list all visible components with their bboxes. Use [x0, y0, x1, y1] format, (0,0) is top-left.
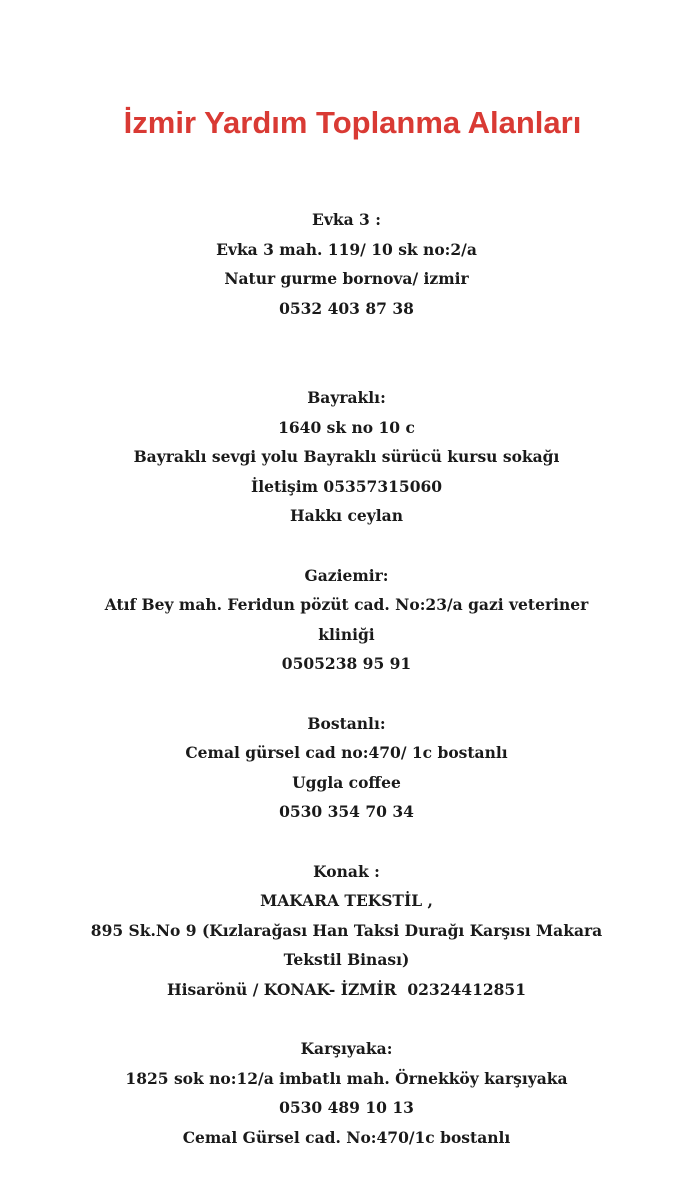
location-heading: Gaziemir: [304, 565, 389, 585]
location-address-cont: kliniği [318, 624, 375, 644]
section-spacer [18, 1004, 675, 1034]
location-address: 1640 sk no 10 c [278, 417, 415, 437]
location-contact-person: Hakkı ceylan [290, 506, 403, 525]
section-spacer [18, 531, 675, 561]
location-bayrakli [18, 383, 675, 531]
location-phone: İletişim 05357315060 [250, 476, 443, 496]
location-karsiyaka [18, 1034, 675, 1152]
location-heading: Bostanlı: [307, 713, 386, 733]
section-spacer [18, 679, 675, 709]
location-place: MAKARA TEKSTİL , [260, 891, 433, 910]
location-address: Atıf Bey mah. Feridun pözüt cad. No:23/a gazi veteriner [104, 595, 589, 614]
location-phone: 0530 489 10 13 [279, 1098, 414, 1117]
location-konak [18, 857, 675, 1005]
page-title: İzmir Yardım Toplanma Alanları [123, 105, 582, 140]
location-address: 895 Sk.No 9 (Kızlarağası Han Taksi Durağı Karşısı Makara [90, 920, 603, 940]
location-heading: Karşıyaka: [300, 1039, 393, 1058]
location-phone: 0530 354 70 34 [279, 802, 414, 821]
location-phone: 0505238 95 91 [281, 654, 412, 673]
location-heading: Evka 3 : [312, 210, 381, 229]
location-address-cont: Tekstil Binası) [283, 950, 410, 969]
location-address: 1825 sok no:12/a imbatlı mah. Örnekköy karşıyaka [125, 1068, 568, 1088]
location-phone: 0532 403 87 38 [279, 298, 414, 318]
location-address-alt: Cemal Gürsel cad. No:470/1c bostanlı [182, 1127, 511, 1147]
section-spacer [18, 323, 675, 383]
section-spacer [18, 827, 675, 857]
locations-list [0, 205, 675, 1152]
location-gaziemir [18, 561, 675, 679]
location-bostanli [18, 709, 675, 827]
location-address: Cemal gürsel cad no:470/ 1c bostanlı [185, 743, 508, 762]
location-address: Evka 3 mah. 119/ 10 sk no:2/a [216, 239, 477, 259]
location-evka3 [18, 205, 675, 323]
location-place: Natur gurme bornova/ izmir [224, 269, 469, 288]
location-heading: Konak : [313, 861, 380, 881]
location-phone: Hisarönü / KONAK- İZMİR 02324412851 [166, 979, 526, 999]
location-heading: Bayraklı: [307, 388, 386, 407]
location-place: Bayraklı sevgi yolu Bayraklı sürücü kursu sokağı [133, 447, 560, 466]
location-place: Uggla coffee [292, 772, 401, 792]
